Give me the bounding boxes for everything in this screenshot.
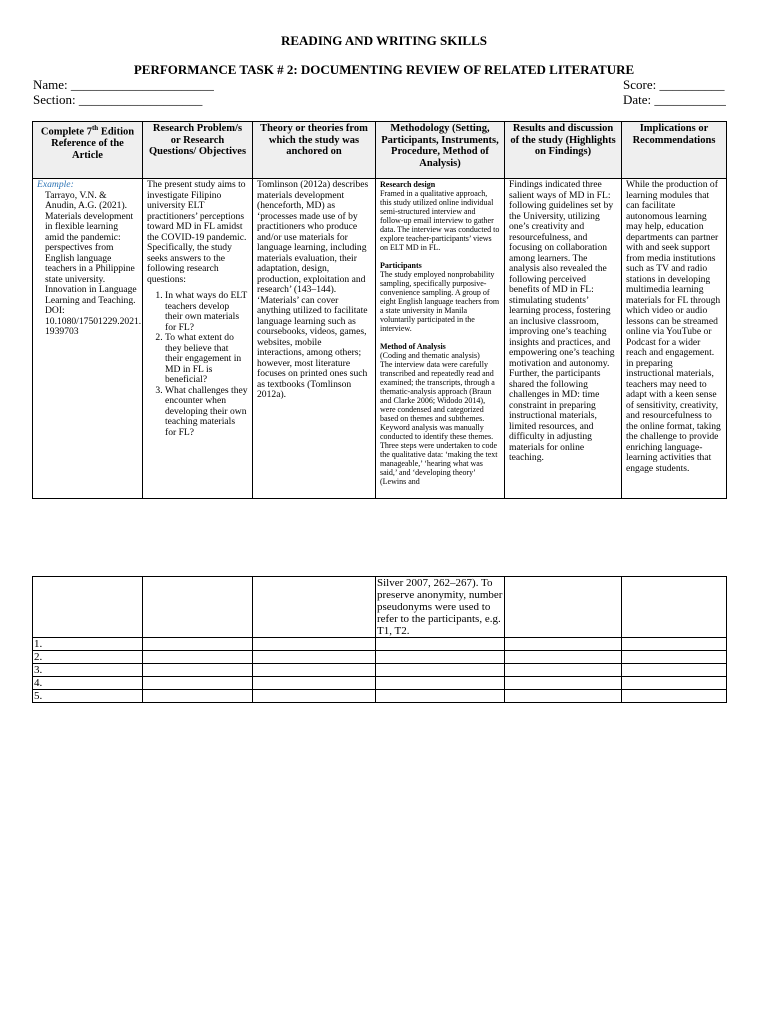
example-label: Example:	[37, 179, 74, 190]
entry-cell[interactable]	[143, 638, 253, 651]
example-problem-intro: The present study aims to investigate Filipino university ELT practitioners’ perceptions toward MD in FL amidst the COVID-19 pandemic. Specifically, the study seeks answers to the following research questions:	[147, 179, 247, 285]
entry-cell[interactable]	[253, 664, 376, 677]
score-field[interactable]: Score: __________	[623, 77, 725, 92]
example-problem-cell	[143, 179, 253, 499]
method-analysis-text: The interview data were carefully transcribed and repeatedly read and examined; the transcripts, through a thematic-analysis approach (Braun and Clarke 2006; Widodo 2014), were condensed and categorized based on themes and subthemes. Keyword analysis was manually conducted to identify these themes. Three steps were undertaken to code the qualitative data: ‘making the text manageable,’ ‘hearing what was said,’ and ‘developing theory’ (Lewins and	[380, 360, 498, 486]
method-design-heading: Research design	[380, 180, 436, 189]
row-number: 2.	[33, 651, 143, 664]
entry-cell[interactable]	[376, 664, 505, 677]
continuation-cell	[143, 577, 253, 638]
task-title: PERFORMANCE TASK # 2: DOCUMENTING REVIEW OF RELATED LITERATURE	[133, 62, 635, 77]
entry-cell[interactable]	[143, 677, 253, 690]
course-title: READING AND WRITING SKILLS	[280, 33, 487, 48]
example-methodology-cell	[376, 179, 505, 499]
column-header-reference: Complete 7th Edition Reference of the Article	[33, 122, 143, 179]
example-reference: Tarrayo, V.N. & Anudin, A.G. (2021). Materials development in flexible learning amid the pandemic: perspectives from English language teachers in a Philippine state university. Innovation in Language Learning and Teaching. DOI: 10.1080/17501229.2021. 1939703	[45, 189, 142, 337]
column-header-results: Results and discussion of the study (Highlights on Findings)	[505, 122, 622, 179]
method-participants-heading: Participants	[380, 261, 422, 270]
example-implications-cell: While the production of learning modules that can facilitate autonomous learning may help, education departments can partner with and seek support from media institutions such as TV and radio stations in developing multimedia learning materials for FL through which video or audio lessons can be streamed online via YouTube or Podcast for a wider reach and engagement. in preparing instructional materials, teachers may need to adapt with a keen sense of sensitivity, creativity, and resourcefulness to the online format, taking the challenge to provide enriching language-learning activities that engage students.	[622, 179, 727, 499]
entry-cell[interactable]	[253, 638, 376, 651]
continuation-cell	[505, 577, 622, 638]
continuation-table	[32, 576, 727, 703]
entry-cell[interactable]	[143, 651, 253, 664]
method-analysis-heading: Method of Analysis	[380, 342, 446, 351]
entry-cell[interactable]	[143, 664, 253, 677]
row-number: 4.	[33, 677, 143, 690]
entry-cell[interactable]	[376, 677, 505, 690]
research-questions-list	[147, 291, 248, 438]
research-question: 1. In what ways do ELT teachers develop their own materials for FL?	[165, 291, 248, 333]
example-theory-cell: Tomlinson (2012a) describes materials development (henceforth, MD) as ‘processes made use of by practitioners who produce and/or use materials for language learning, including materials evaluation, their adaptation, design, production, exploitation and research’ (143–144). ‘Materials’ can cover anything utilized to facilitate language learning such as coursebooks, videos, games, websites, mobile interactions, among others; however, most literature focuses on printed ones such as textbooks (Tomlinson 2012a).	[253, 179, 376, 499]
entry-cell[interactable]	[253, 651, 376, 664]
continuation-cell	[622, 577, 727, 638]
entry-cell[interactable]	[622, 664, 727, 677]
entry-cell[interactable]	[505, 638, 622, 651]
row-number: 1.	[33, 638, 143, 651]
name-field[interactable]: Name: ______________________	[33, 77, 214, 92]
entry-cell[interactable]	[622, 638, 727, 651]
entry-cell[interactable]	[376, 638, 505, 651]
entry-cell[interactable]	[505, 690, 622, 703]
date-field[interactable]: Date: ___________	[623, 92, 726, 107]
example-reference-cell	[33, 179, 143, 499]
column-header-theory: Theory or theories from which the study was anchored on	[253, 122, 376, 179]
row-number: 5.	[33, 690, 143, 703]
continuation-cell	[253, 577, 376, 638]
research-question: 2. To what extent do they believe that their engagement in MD in FL is beneficial?	[165, 333, 248, 386]
entry-cell[interactable]	[505, 677, 622, 690]
entry-cell[interactable]	[376, 690, 505, 703]
entry-cell[interactable]	[253, 690, 376, 703]
column-header-research-problem: Research Problem/s or Research Questions/ Objectives	[143, 122, 253, 179]
entry-row[interactable]	[33, 638, 727, 651]
continuation-cell	[33, 577, 143, 638]
method-continued-cell: Silver 2007, 262–267). To preserve anonymity, number pseudonyms were used to refer to the participants, e.g. T1, T2.	[376, 577, 505, 638]
entry-row[interactable]	[33, 690, 727, 703]
research-question: 3. What challenges they encounter when developing their own teaching materials for FL?	[165, 386, 248, 439]
entry-cell[interactable]	[622, 651, 727, 664]
literature-review-table	[32, 121, 727, 499]
method-design-text: Framed in a qualitative approach, this study utilized online individual semi-structured interview and follow-up email interview to gather data. The interview was conducted to explore teacher-participants’ views on ELT MD in FL.	[380, 189, 500, 252]
entry-cell[interactable]	[505, 664, 622, 677]
entry-cell[interactable]	[143, 690, 253, 703]
entry-row[interactable]	[33, 651, 727, 664]
entry-cell[interactable]	[505, 651, 622, 664]
entry-cell[interactable]	[622, 690, 727, 703]
entry-row[interactable]	[33, 664, 727, 677]
entry-cell[interactable]	[253, 677, 376, 690]
example-results-cell: Findings indicated three salient ways of MD in FL: following guidelines set by the University, utilizing one’s creativity and resourcefulness, and focusing on collaboration among learners. The analysis also revealed the following perceived benefits of MD in FL: stimulating students’ learning process, fostering an inclusive classroom, improving one’s teaching insights and practices, and empowering one’s teaching motivation and autonomy. Further, the participants shared the following challenges in MD: time constraint in preparing instructional materials, limited resources, and difficulty in adjusting materials for online teaching.	[505, 179, 622, 499]
method-analysis-subheading: (Coding and thematic analysis)	[380, 351, 480, 360]
row-number: 3.	[33, 664, 143, 677]
entry-row[interactable]	[33, 677, 727, 690]
entry-cell[interactable]	[622, 677, 727, 690]
method-participants-text: The study employed nonprobability sampling, specifically purposive-convenience sampling. A group of eight English language teachers from a state university in Manila voluntarily participated in the interview.	[380, 270, 500, 333]
entry-cell[interactable]	[376, 651, 505, 664]
section-field[interactable]: Section: ___________________	[33, 92, 203, 107]
column-header-implications: Implications or Recommendations	[622, 122, 727, 179]
column-header-methodology: Methodology (Setting, Participants, Instruments, Procedure, Method of Analysis)	[376, 122, 505, 179]
